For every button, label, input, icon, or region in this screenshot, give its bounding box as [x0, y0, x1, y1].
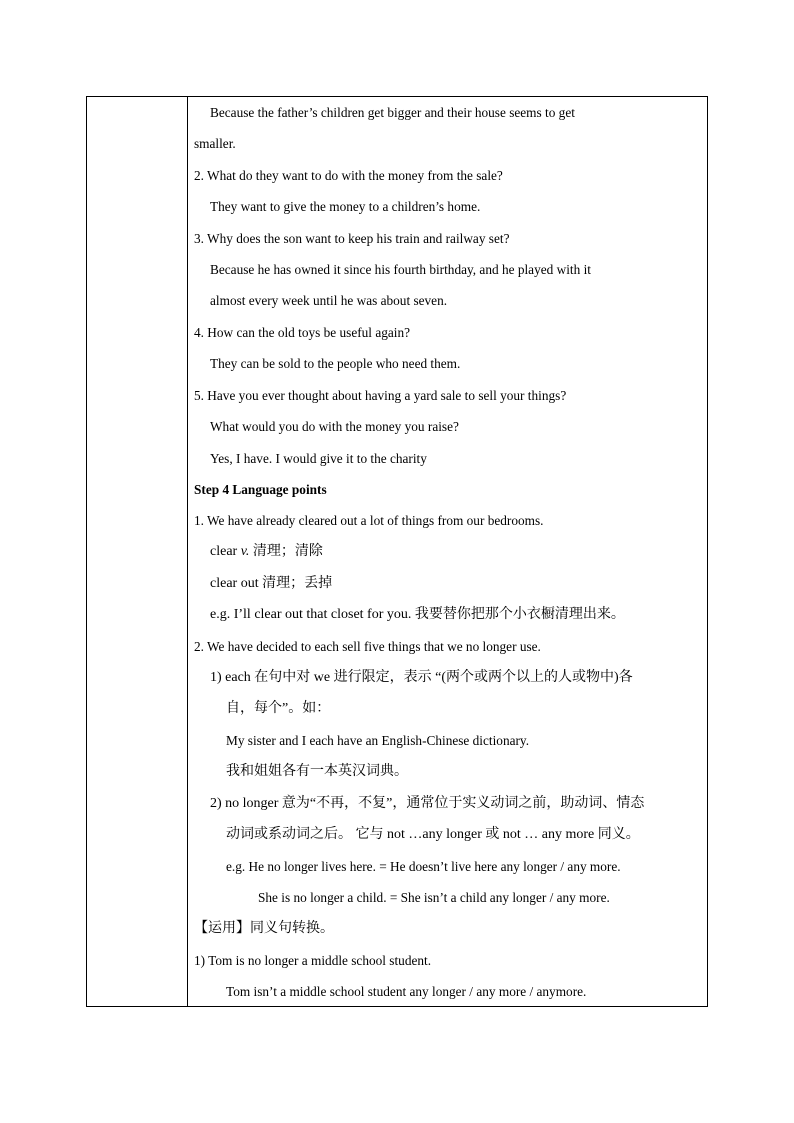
question-4: 4. How can the old toys be useful again?	[194, 325, 411, 340]
point-1-example: e.g. I’ll clear out that closet for you. 我要替你把那个小衣橱清理出来。	[210, 607, 625, 622]
point-2-no-longer-note-line-2: 动词或系动词之后。 它与 not …any longer 或 not … any more 同义。	[226, 827, 640, 842]
point-2-sentence: 2. We have decided to each sell five things that we no longer use.	[194, 639, 541, 654]
question-5-follow-up: What would you do with the money you raise?	[210, 419, 459, 434]
question-2: 2. What do they want to do with the money from the sale?	[194, 168, 503, 183]
point-2-example-1: e.g. He no longer lives here. = He doesn’t live here any longer / any more.	[226, 859, 621, 874]
point-1-clear-out: clear out 清理；丢掉	[210, 576, 333, 591]
question-5: 5. Have you ever thought about having a yard sale to sell your things?	[194, 388, 567, 403]
practice-1-question: 1) Tom is no longer a middle school student.	[194, 953, 432, 968]
point-1-clear-definition	[210, 543, 323, 561]
clear-meaning: 清理；清除	[249, 544, 323, 559]
point-2-each-note-line-1: 1) each 在句中对 we 进行限定，表示 “(两个或两个以上的人或物中)各	[210, 670, 633, 685]
point-2-example-2: She is no longer a child. = She isn’t a child any longer / any more.	[258, 890, 610, 905]
step-4-heading: Step 4 Language points	[194, 482, 327, 497]
answer-3-line-2: almost every week until he was about seven.	[210, 293, 448, 308]
answer-3-line-1: Because he has owned it since his fourth birthday, and he played with it	[210, 262, 591, 277]
verb-abbrev: v.	[240, 544, 250, 559]
question-3: 3. Why does the son want to keep his train and railway set?	[194, 231, 510, 246]
answer-2: They want to give the money to a children’s home.	[210, 199, 481, 214]
point-2-each-example: My sister and I each have an English-Chinese dictionary.	[226, 733, 530, 748]
column-divider	[187, 97, 188, 1006]
answer-5: Yes, I have. I would give it to the charity	[210, 451, 427, 466]
answer-1-line-1: Because the father’s children get bigger and their house seems to get	[210, 105, 575, 120]
point-1-sentence: 1. We have already cleared out a lot of things from our bedrooms.	[194, 513, 544, 528]
point-2-each-note-line-2: 自，每个”。如：	[226, 701, 331, 716]
clear-word: clear	[210, 544, 241, 559]
practice-heading: 【运用】同义句转换。	[194, 921, 334, 936]
answer-1-line-2: smaller.	[194, 136, 236, 151]
point-2-no-longer-note-line-1: 2) no longer 意为“不再，不复”，通常位于实义动词之前，助动词、情态	[210, 796, 645, 811]
answer-4: They can be sold to the people who need them.	[210, 356, 461, 371]
point-2-each-translation: 我和姐姐各有一本英汉词典。	[226, 764, 408, 779]
practice-1-answer: Tom isn’t a middle school student any longer / any more / anymore.	[226, 984, 587, 999]
